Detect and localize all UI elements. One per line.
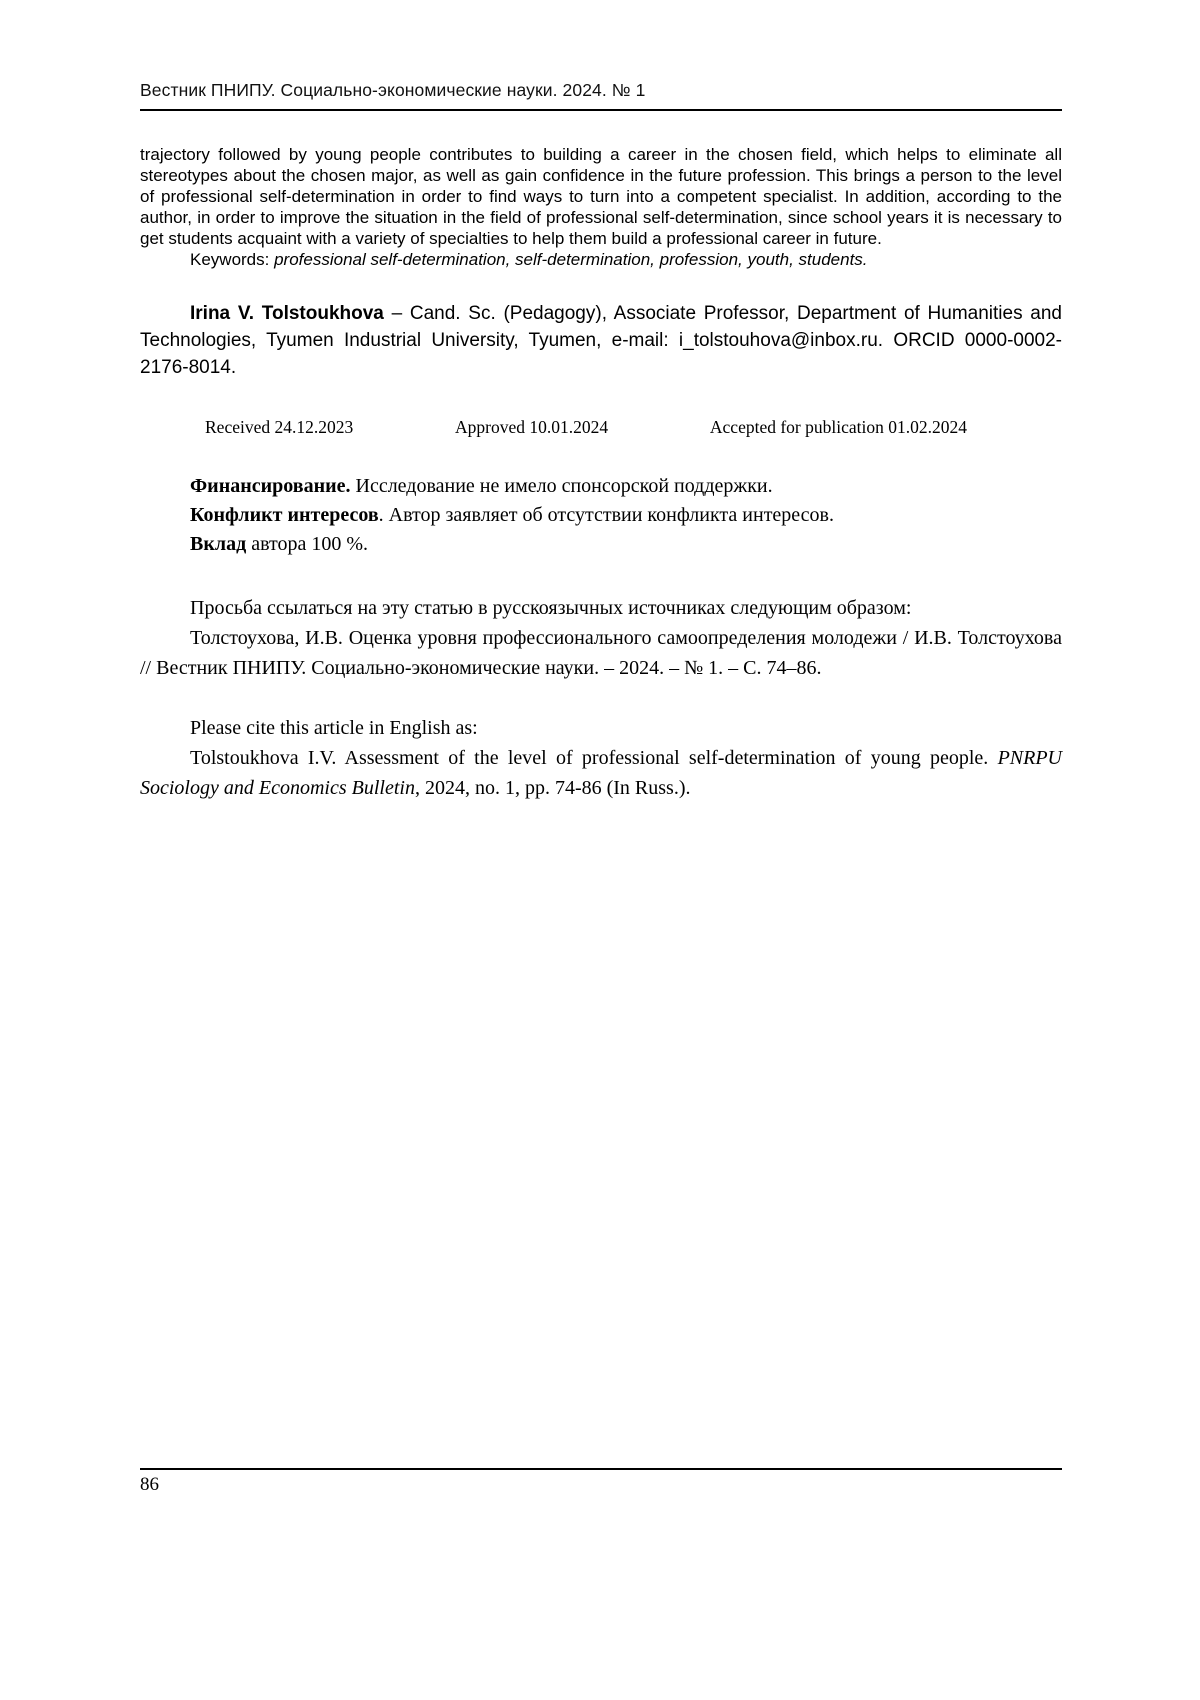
keywords-line	[140, 249, 1062, 270]
keywords-label: Keywords:	[190, 250, 275, 269]
contribution-text: автора 100 %.	[246, 533, 369, 555]
contribution-label: Вклад	[190, 533, 247, 555]
citation-russian-block	[140, 593, 1062, 683]
journal-title: Вестник ПНИПУ. Социально-экономические науки. 2024. № 1	[140, 80, 646, 100]
abstract-paragraph: trajectory followed by young people contributes to building a career in the chosen field, which helps to eliminate all stereotypes about the chosen major, as well as gain confidence in the future profession. This brings a person to the level of professional self-determination in order to find ways to turn into a competent specialist. In addition, according to the author, in order to improve the situation in the field of professional self-determination, since school years it is necessary to get students acquaint with a variety of specialties to help them build a professional career in future.	[140, 145, 1062, 248]
citation-english-intro: Please cite this article in English as:	[190, 717, 478, 739]
page-content	[140, 144, 1062, 803]
citation-english-after-journal: , 2024, no. 1, pp. 74-86 (In Russ.).	[414, 777, 691, 799]
page-header	[140, 80, 1062, 111]
funding-line	[140, 472, 1062, 501]
dates-row	[205, 417, 967, 438]
keywords-value: professional self-determination, self-determination, profession, youth, students.	[274, 250, 868, 269]
citation-english-journal-name: PNRPU Sociology and Economics Bulletin	[140, 747, 1062, 799]
header-rule	[140, 109, 1062, 111]
citation-russian-text: Толстоухова, И.В. Оценка уровня профессионального самоопределения молодежи / И.В. Толстоухова // Вестник ПНИПУ. Социально-экономические науки. – 2024. – № 1. – С. 74–86.	[140, 627, 1062, 679]
contribution-line	[140, 530, 1062, 559]
approved-date: Approved 10.01.2024	[455, 417, 609, 437]
received-date: Received 24.12.2023	[205, 417, 354, 437]
conflict-line	[140, 501, 1062, 530]
page-number: 86	[140, 1474, 159, 1495]
conflict-label: Конфликт интересов	[190, 504, 379, 526]
citation-english-before-journal: Tolstoukhova I.V. Assessment of the level of professional self-determination of young people.	[190, 747, 998, 769]
page-footer	[140, 1468, 1062, 1496]
accepted-date: Accepted for publication 01.02.2024	[709, 417, 967, 437]
author-details: – Cand. Sc. (Pedagogy), Associate Professor, Department of Humanities and Technologies, Tyumen Industrial University, Tyumen, e-mail: i_tolstouhova@inbox.ru. ORCID 0000-0002-2176-8014.	[140, 303, 1062, 378]
conflict-text: . Автор заявляет об отсутствии конфликта интересов.	[378, 504, 835, 526]
author-name: Irina V. Tolstoukhova	[190, 303, 384, 324]
footer-rule	[140, 1468, 1062, 1470]
funding-label: Финансирование.	[190, 475, 351, 497]
author-info-paragraph	[140, 300, 1062, 381]
citation-english-text	[140, 743, 1062, 803]
citation-english-block	[140, 713, 1062, 803]
funding-block	[140, 472, 1062, 559]
citation-russian-intro: Просьба ссылаться на эту статью в русскоязычных источниках следующим образом:	[190, 597, 912, 619]
funding-text: Исследование не имело спонсорской поддержки.	[350, 475, 773, 497]
